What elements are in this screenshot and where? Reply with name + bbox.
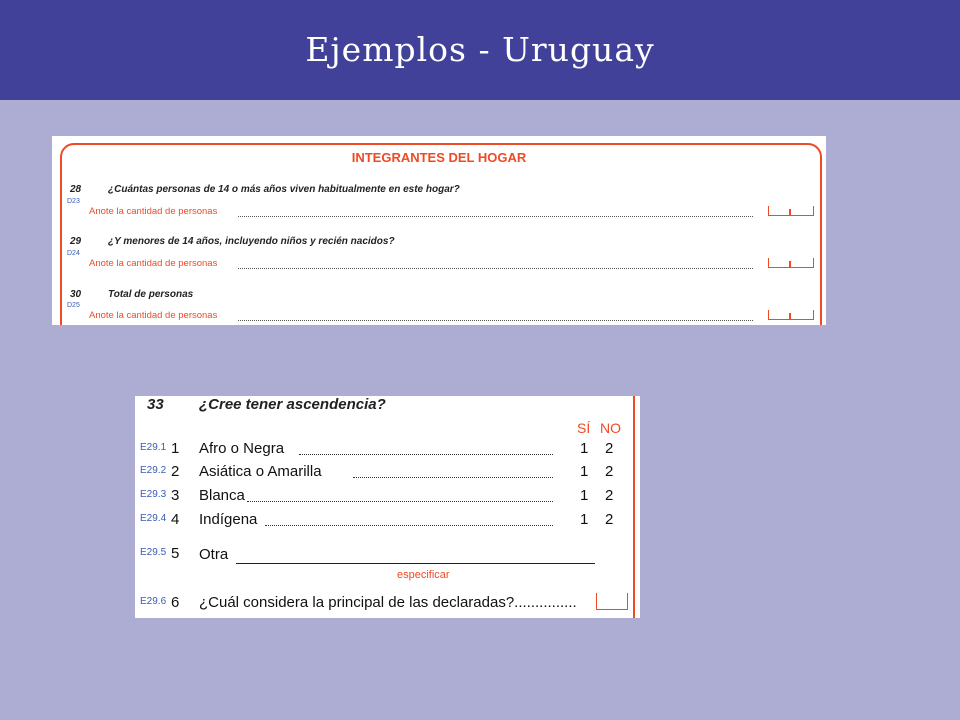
leader-dots [265, 524, 553, 526]
leader-dots [238, 215, 753, 217]
question-instruction: Anote la cantidad de personas [89, 206, 218, 217]
col-header-si: SÍ [577, 420, 591, 436]
answer-box[interactable] [596, 593, 628, 610]
question-code: D25 [67, 302, 80, 309]
option-label: ¿Cuál considera la principal de las declaradas?............... [199, 594, 577, 611]
option-no-code[interactable]: 2 [605, 511, 614, 528]
question-number: 29 [70, 236, 82, 247]
specify-hint: especificar [397, 569, 450, 581]
leader-dots [238, 267, 753, 269]
option-no-code[interactable]: 2 [605, 440, 614, 457]
option-number: 3 [171, 487, 180, 504]
option-si-code[interactable]: 1 [580, 440, 589, 457]
option-label: Blanca [199, 487, 245, 504]
answer-box[interactable] [768, 206, 814, 216]
option-label: Otra [199, 546, 229, 563]
option-no-code[interactable]: 2 [605, 487, 614, 504]
option-number: 5 [171, 545, 180, 562]
option-number: 6 [171, 594, 180, 611]
question-number: 30 [70, 289, 82, 300]
question-number: 33 [147, 396, 164, 413]
specify-line[interactable] [236, 563, 595, 564]
option-si-code[interactable]: 1 [580, 511, 589, 528]
question-text: ¿Cree tener ascendencia? [199, 396, 386, 413]
question-number: 28 [70, 184, 82, 195]
question-code: D23 [67, 198, 80, 205]
option-label: Indígena [199, 511, 258, 528]
question-text: ¿Cuántas personas de 14 o más años viven habitualmente en este hogar? [108, 184, 460, 195]
option-number: 1 [171, 440, 180, 457]
option-code: E29.4 [140, 513, 167, 524]
answer-box[interactable] [768, 310, 814, 320]
option-no-code[interactable]: 2 [605, 463, 614, 480]
option-code: E29.6 [140, 596, 167, 607]
option-label: Afro o Negra [199, 440, 285, 457]
ancestry-form [135, 396, 640, 618]
leader-dots [299, 453, 553, 455]
option-code: E29.1 [140, 442, 167, 453]
option-si-code[interactable]: 1 [580, 487, 589, 504]
question-text: ¿Y menores de 14 años, incluyendo niños y recién nacidos? [108, 236, 395, 247]
section-title: INTEGRANTES DEL HOGAR [351, 150, 527, 165]
form-frame [633, 396, 635, 618]
option-si-code[interactable]: 1 [580, 463, 589, 480]
question-text: Total de personas [108, 289, 194, 300]
household-members-form [52, 136, 826, 325]
slide-title: Ejemplos - Uruguay [305, 30, 655, 69]
option-code: E29.5 [140, 547, 167, 558]
leader-dots [247, 500, 553, 502]
question-code: D24 [67, 250, 80, 257]
col-header-no: NO [600, 420, 621, 436]
answer-box[interactable] [768, 258, 814, 268]
leader-dots [353, 476, 553, 478]
option-code: E29.2 [140, 465, 167, 476]
title-bar [0, 0, 960, 100]
question-instruction: Anote la cantidad de personas [89, 310, 218, 321]
question-instruction: Anote la cantidad de personas [89, 258, 218, 269]
option-label: Asiática o Amarilla [199, 463, 322, 480]
option-number: 4 [171, 511, 180, 528]
option-code: E29.3 [140, 489, 167, 500]
option-number: 2 [171, 463, 180, 480]
leader-dots [238, 319, 753, 321]
